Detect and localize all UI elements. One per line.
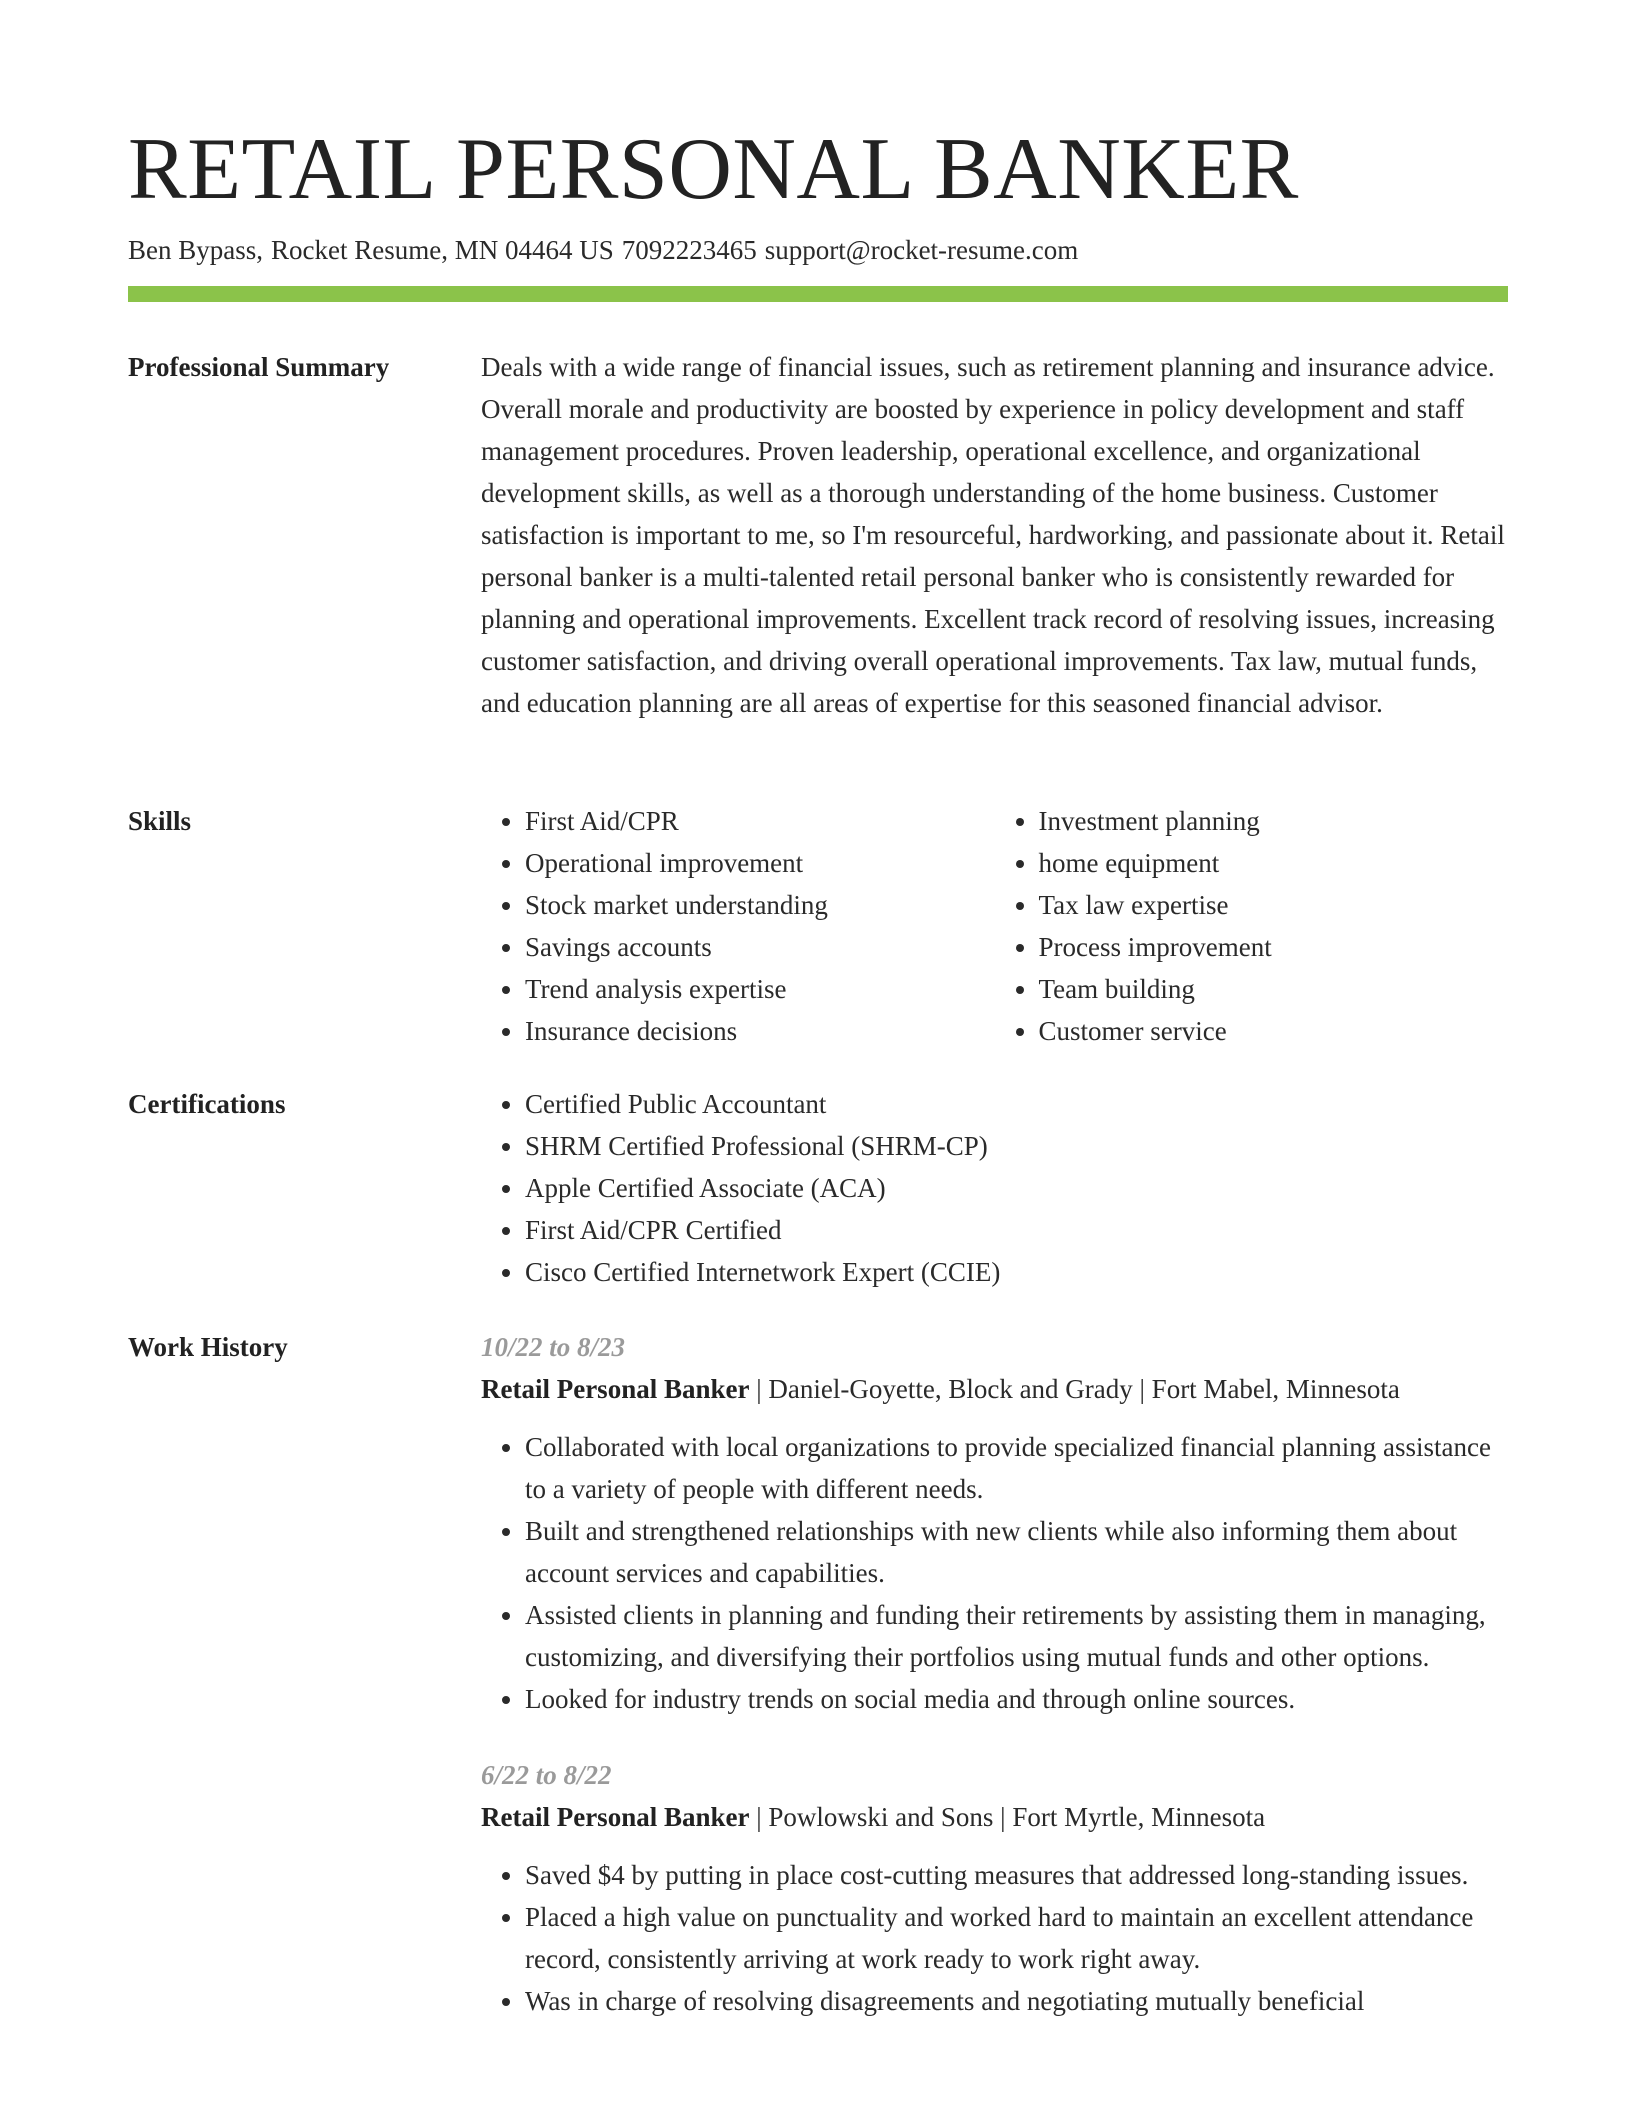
summary-heading: Professional Summary [128, 352, 390, 382]
job-title-line [481, 1796, 1508, 1838]
certification-item: • Cisco Certified Internetwork Expert (CCIE) [525, 1251, 1508, 1293]
work-history-body [481, 1326, 1508, 2022]
job-bullet-list [481, 1854, 1508, 2022]
certification-item: • SHRM Certified Professional (SHRM-CP) [525, 1125, 1508, 1167]
skill-item: • Trend analysis expertise [525, 968, 995, 1010]
skill-item: • Tax law expertise [1039, 884, 1509, 926]
skill-item: • Insurance decisions [525, 1010, 995, 1052]
skill-item: • Process improvement [1039, 926, 1509, 968]
contact-address: Rocket Resume, MN 04464 US [271, 235, 614, 265]
skills-body [481, 800, 1508, 1052]
skill-item: • Investment planning [1039, 800, 1509, 842]
skill-item: • Operational improvement [525, 842, 995, 884]
summary-text: Deals with a wide range of financial issues, such as retirement planning and insurance advice. Overall morale and productivity are boosted by experience in policy development and staff management procedures. Proven leadership, operational excellence, and organizational development skills, as well as a thorough understanding of the home business. Customer satisfaction is important to me, so I'm resourceful, hardworking, and passionate about it. Retail personal banker is a multi-talented retail personal banker who is consistently rewarded for planning and operational improvements. Excellent track record of resolving issues, increasing customer satisfaction, and driving overall operational improvements. Tax law, mutual funds, and education planning are all areas of expertise for this seasoned financial advisor. [481, 352, 1505, 718]
job-title-line [481, 1368, 1508, 1410]
skills-list-right [995, 800, 1509, 1052]
contact-line [128, 232, 1086, 268]
certification-item: • First Aid/CPR Certified [525, 1209, 1508, 1251]
certification-item: • Certified Public Accountant [525, 1083, 1508, 1125]
job-employer-location: | Daniel-Goyette, Block and Grady | Fort Mabel, Minnesota [749, 1374, 1400, 1404]
contact-phone: 7092223465 [621, 235, 757, 265]
job-employer-location: | Powlowski and Sons | Fort Myrtle, Minnesota [749, 1802, 1266, 1832]
skill-item: • First Aid/CPR [525, 800, 995, 842]
contact-email: support@rocket-resume.com [764, 235, 1079, 265]
job-bullet: • Assisted clients in planning and funding their retirements by assisting them in managing, customizing, and diversifying their portfolios using mutual funds and other options. [525, 1594, 1508, 1678]
certifications-list [481, 1083, 1508, 1293]
skill-item: • Team building [1039, 968, 1509, 1010]
resume-title: RETAIL PERSONAL BANKER [128, 121, 1299, 218]
job-bullet: • Saved $4 by putting in place cost-cutting measures that addressed long-standing issues. [525, 1854, 1508, 1896]
job-bullet-list [481, 1426, 1508, 1720]
skill-item: • Customer service [1039, 1010, 1509, 1052]
contact-name: Ben Bypass, [128, 235, 263, 265]
work-history-heading: Work History [128, 1332, 288, 1362]
summary-body [481, 346, 1508, 724]
skill-item: • Savings accounts [525, 926, 995, 968]
job-entry [481, 1754, 1508, 2022]
certifications-body [481, 1083, 1508, 1293]
job-bullet: • Placed a high value on punctuality and worked hard to maintain an excellent attendance record, consistently arriving at work ready to work right away. [525, 1896, 1508, 1980]
job-bullet: • Looked for industry trends on social media and through online sources. [525, 1678, 1508, 1720]
certifications-heading: Certifications [128, 1089, 286, 1119]
job-dates: 6/22 to 8/22 [481, 1760, 612, 1790]
job-role: Retail Personal Banker [481, 1802, 750, 1832]
certification-item: • Apple Certified Associate (ACA) [525, 1167, 1508, 1209]
job-bullet: • Collaborated with local organizations to provide specialized financial planning assistance to a variety of people with different needs. [525, 1426, 1508, 1510]
job-bullet: • Was in charge of resolving disagreements and negotiating mutually beneficial [525, 1980, 1508, 2022]
job-entry [481, 1326, 1508, 1720]
job-dates: 10/22 to 8/23 [481, 1332, 626, 1362]
header-divider [128, 286, 1508, 302]
skill-item: • home equipment [1039, 842, 1509, 884]
skill-item: • Stock market understanding [525, 884, 995, 926]
job-bullet: • Built and strengthened relationships with new clients while also informing them about account services and capabilities. [525, 1510, 1508, 1594]
skills-heading: Skills [128, 806, 192, 836]
skills-list-left [481, 800, 995, 1052]
job-role: Retail Personal Banker [481, 1374, 750, 1404]
